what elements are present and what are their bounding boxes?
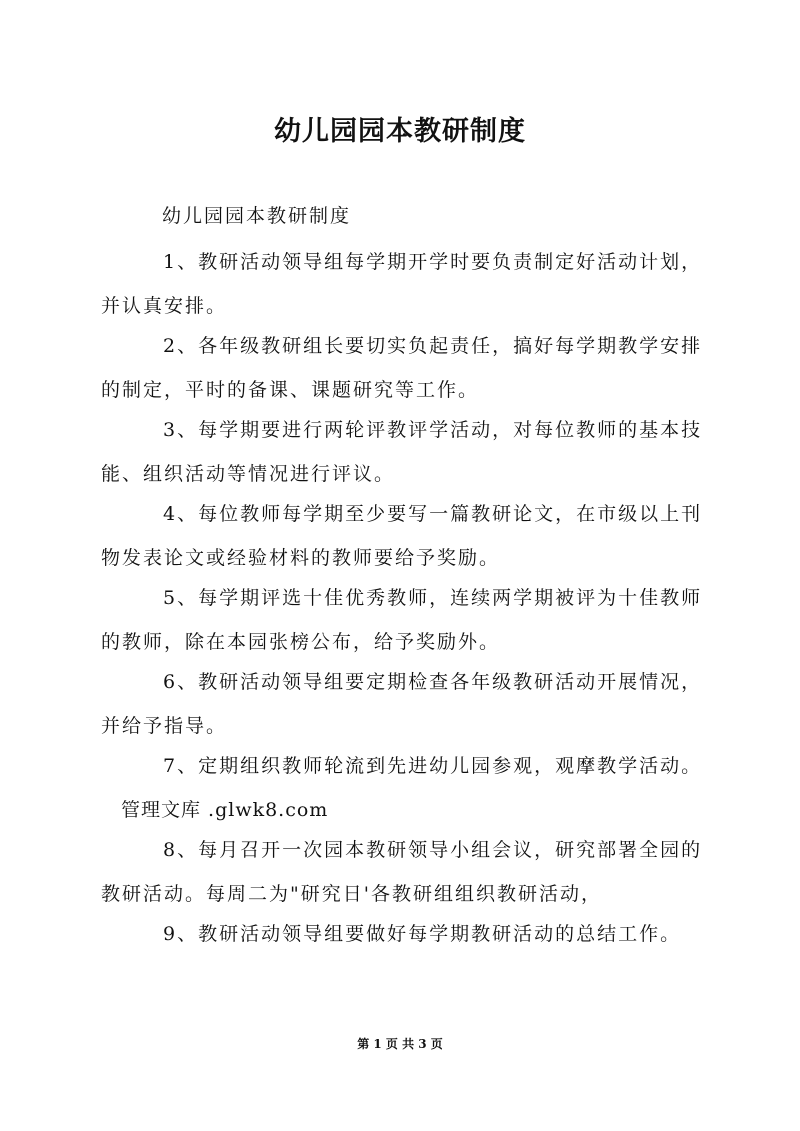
paragraph-1-line-2: 并认真安排。 [101,295,228,317]
paragraph-2 [101,324,721,412]
paragraph-3-line-2: 能、组织活动等情况进行评议。 [101,463,396,485]
paragraph-8-line-1: 8、每月召开一次园本教研领导小组会议，研究部署全园的 [163,839,703,861]
paragraph-3-line-1: 3、每学期要进行两轮评教评学活动，对每位教师的基本技 [163,419,703,441]
paragraph-1 [101,240,721,328]
paragraph-2-line-1: 2、各年级教研组长要切实负起责任，搞好每学期教学安排 [163,335,703,357]
paragraph-2-line-2: 的制定，平时的备课、课题研究等工作。 [101,379,480,401]
paragraph-9 [101,912,721,956]
paragraph-7-line-2: 管理文库 .glwk8.com [121,799,329,821]
page-footer: 第 1 页 共 3 页 [357,1037,443,1051]
paragraph-8 [101,828,721,916]
paragraph-4 [101,492,721,580]
paragraph-6-line-2: 并给予指导。 [101,715,228,737]
paragraph-6-line-1: 6、教研活动领导组要定期检查各年级教研活动开展情况， [163,671,703,693]
paragraph-6 [101,660,721,748]
document-title: 幼儿园园本教研制度 [274,116,526,147]
paragraph-4-line-2: 物发表论文或经验材料的教师要给予奖励。 [101,547,501,569]
paragraph-3 [101,408,721,496]
paragraph-9-line-1: 9、教研活动领导组要做好每学期教研活动的总结工作。 [163,923,682,945]
paragraph-5-line-1: 5、每学期评选十佳优秀教师，连续两学期被评为十佳教师 [163,587,703,609]
paragraph-5-line-2: 的教师，除在本园张榜公布，给予奖励外。 [101,631,501,653]
paragraph-4-line-1: 4、每位教师每学期至少要写一篇教研论文，在市级以上刊 [163,503,703,525]
paragraph-1-line-1: 1、教研活动领导组每学期开学时要负责制定好活动计划， [163,251,703,273]
paragraph-5 [101,576,721,664]
paragraph-7 [101,744,721,832]
paragraph-8-line-2: 教研活动。每周二为"研究日'各教研组组织教研活动， [101,883,602,905]
document-subtitle: 幼儿园园本教研制度 [162,205,352,227]
paragraph-7-line-1: 7、定期组织教师轮流到先进幼儿园参观，观摩教学活动。 [163,755,703,777]
